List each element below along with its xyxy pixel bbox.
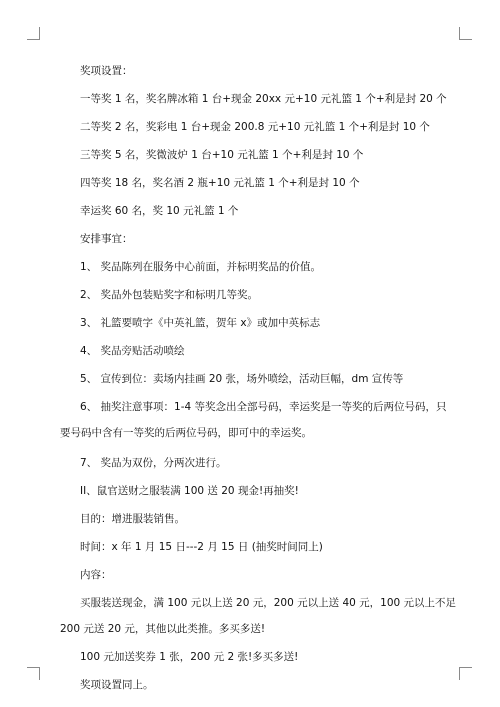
promo-purpose: 目的：增进服装销售。 [80,513,185,525]
section-heading-clothing-promo: II、鼠官送财之服装满 100 送 20 现金!再抽奖! [80,485,299,497]
promo-content-line-1-continued: 200 元送 20 元，其他以此类推。多买多送! [60,623,266,635]
promo-prize-note: 奖项设置同上。 [80,679,154,691]
arrangement-item-1: 1、 奖品陈列在服务中心前面，并标明奖品的价值。 [80,261,322,273]
arrangement-item-2: 2、 奖品外包装贴奖字和标明几等奖。 [80,289,259,301]
page-corner-mark-bottom-right [459,667,472,680]
promo-time: 时间：x 年 1 月 15 日---2 月 15 日 (抽奖时间同上) [80,541,323,553]
prize-third: 三等奖 5 名，奖微波炉 1 台+10 元礼篮 1 个+利是封 10 个 [80,149,364,161]
prize-lucky: 幸运奖 60 名，奖 10 元礼篮 1 个 [80,205,239,217]
arrangement-item-4: 4、 奖品旁贴活动喷绘 [80,345,185,357]
page-corner-mark-top-right [459,27,472,40]
prize-second: 二等奖 2 名，奖彩电 1 台+现金 200.8 元+10 元礼篮 1 个+利是封 10 个 [80,121,430,133]
arrangement-item-5: 5、 宣传到位：卖场内挂画 20 张，场外喷绘，活动巨幅，dm 宣传等 [80,373,404,385]
arrangement-item-7: 7、 奖品为双份，分两次进行。 [80,457,227,469]
promo-content-heading: 内容： [80,569,112,581]
arrangement-item-3: 3、 礼篮要喷字《中英礼篮，贺年 x》或加中英标志 [80,317,321,329]
section-heading-arrangements: 安排事宜： [80,233,133,245]
promo-content-line-2: 100 元加送奖券 1 张，200 元 2 张!多买多送! [80,651,299,663]
arrangement-item-6-continued: 要号码中含有一等奖的后两位号码，即可中的幸运奖。 [60,427,312,439]
promo-content-line-1: 买服装送现金，满 100 元以上送 20 元，200 元以上送 40 元，100 元以上不足 [80,597,457,609]
section-heading-prizes: 奖项设置： [80,65,133,77]
prize-first: 一等奖 1 名，奖名牌冰箱 1 台+现金 20xx 元+10 元礼篮 1 个+利是封 20 个 [80,93,447,105]
arrangement-item-6: 6、 抽奖注意事项：1-4 等奖念出全部号码，幸运奖是一等奖的后两位号码，只 [80,401,447,413]
page-corner-mark-bottom-left [27,667,40,680]
prize-fourth: 四等奖 18 名，奖名酒 2 瓶+10 元礼篮 1 个+利是封 10 个 [80,177,360,189]
page-corner-mark-top-left [27,27,40,40]
